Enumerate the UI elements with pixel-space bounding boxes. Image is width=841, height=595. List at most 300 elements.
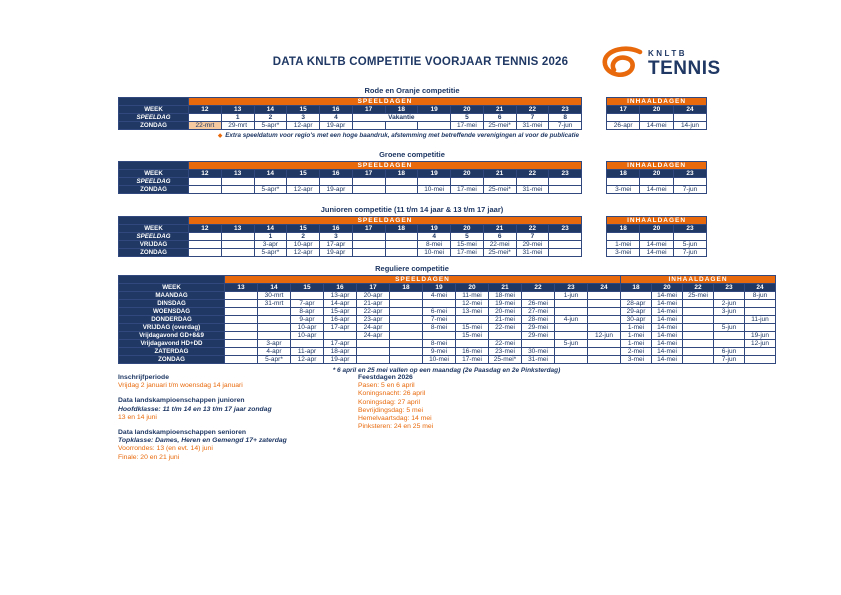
table-gap: [582, 162, 607, 170]
date-cell: 16-apr: [324, 316, 357, 324]
speeldag-number-cell: 4: [418, 233, 451, 241]
info-line: Finale: 20 en 21 juni: [118, 453, 180, 461]
info-line: Vrijdag 2 januari t/m woensdag 14 januari: [118, 382, 243, 390]
inhaal-date-cell: 14-mei: [640, 186, 673, 194]
date-cell: 13-mei: [456, 308, 489, 316]
date-cell: 12-apr: [287, 122, 320, 130]
inhaal-date-cell: [683, 316, 714, 324]
inhaal-date-cell: 14-mei: [652, 292, 683, 300]
week-number-cell: 15: [287, 106, 320, 114]
inhaaldagen-band: INHAALDAGEN: [607, 217, 707, 225]
date-cell: 3-apr: [258, 340, 291, 348]
inhaal-date-cell: 5-jun: [714, 324, 745, 332]
date-cell: [390, 292, 423, 300]
inhaal-date-cell: 29-apr: [621, 308, 652, 316]
inhaal-week-number-cell: 23: [714, 284, 745, 292]
inhaal-date-cell: [714, 340, 745, 348]
date-cell: [225, 332, 258, 340]
date-cell: [549, 241, 582, 249]
inhaal-week-number-cell: 23: [673, 225, 706, 233]
table-note: [218, 132, 707, 139]
inhaal-week-number-cell: 17: [607, 106, 640, 114]
date-cell: [258, 308, 291, 316]
row-label: SPEELDAG: [119, 233, 189, 241]
inhaal-date-cell: 12-jun: [745, 340, 776, 348]
date-cell: 24-apr: [357, 324, 390, 332]
inhaal-date-cell: 14-mei: [652, 332, 683, 340]
date-cell: [225, 292, 258, 300]
week-number-cell: 22: [516, 170, 549, 178]
info-line: Bevrijdingsdag: 5 mei: [358, 406, 423, 414]
week-number-cell: 22: [516, 106, 549, 114]
date-cell: [189, 186, 222, 194]
date-cell: 11-apr: [291, 348, 324, 356]
inhaal-date-cell: 7-jun: [673, 249, 706, 257]
date-cell: 5-apr*: [254, 249, 287, 257]
week-number-cell: 17: [352, 106, 385, 114]
date-cell: 15-mei: [451, 241, 484, 249]
inhaal-date-cell: 14-jun: [673, 122, 706, 130]
row-label: Vrijdagavond HD+DD: [119, 340, 225, 348]
schedule-table: [118, 97, 707, 130]
date-cell: 5-apr*: [258, 356, 291, 364]
inhaal-date-cell: [673, 178, 706, 186]
info-group: [358, 374, 433, 431]
week-row-label: WEEK: [119, 284, 225, 292]
date-cell: [423, 300, 456, 308]
table-gap: [582, 114, 607, 122]
week-number-cell: 15: [287, 170, 320, 178]
date-cell: 19-mei: [489, 300, 522, 308]
date-cell: 21-apr: [357, 300, 390, 308]
date-cell: 8-mei: [423, 324, 456, 332]
date-cell: [555, 356, 588, 364]
date-cell: [390, 308, 423, 316]
speeldag-number-cell: [451, 178, 484, 186]
speeldag-number-cell: [189, 114, 222, 122]
date-cell: [221, 186, 254, 194]
date-cell: [352, 249, 385, 257]
speeldag-number-cell: [287, 178, 320, 186]
date-cell: 8-mei: [418, 241, 451, 249]
date-cell: 12-apr: [287, 249, 320, 257]
inhaal-date-cell: 30-apr: [621, 316, 652, 324]
date-cell: 31-mei: [516, 186, 549, 194]
date-cell: [555, 324, 588, 332]
date-cell: 17-apr: [320, 241, 353, 249]
date-cell: 16-mei: [456, 348, 489, 356]
speeldag-number-cell: 6: [483, 233, 516, 241]
date-cell: 17-apr: [324, 324, 357, 332]
date-cell: [324, 332, 357, 340]
date-cell: 5-apr*: [254, 186, 287, 194]
date-cell: [385, 249, 418, 257]
week-number-cell: 16: [320, 170, 353, 178]
date-cell: 18-apr: [324, 348, 357, 356]
speeldag-number-cell: 8: [549, 114, 582, 122]
date-cell: 30-mrt: [258, 292, 291, 300]
date-cell: [588, 340, 621, 348]
row-label: VRIJDAG (overdag): [119, 324, 225, 332]
week-number-cell: 12: [189, 170, 222, 178]
date-cell: [555, 348, 588, 356]
row-label: ZONDAG: [119, 122, 189, 130]
date-cell: [390, 324, 423, 332]
row-label: SPEELDAG: [119, 114, 189, 122]
inhaal-date-cell: [745, 308, 776, 316]
week-number-cell: 15: [291, 284, 324, 292]
inhaal-date-cell: 7-jun: [714, 356, 745, 364]
inhaal-date-cell: [745, 300, 776, 308]
week-number-cell: 23: [549, 170, 582, 178]
inhaal-date-cell: [714, 332, 745, 340]
inhaal-date-cell: 7-jun: [673, 186, 706, 194]
week-number-cell: 23: [549, 225, 582, 233]
week-number-cell: 16: [320, 225, 353, 233]
speeldag-number-cell: [221, 233, 254, 241]
date-cell: 4-apr: [258, 348, 291, 356]
date-cell: [225, 308, 258, 316]
row-label: ZONDAG: [119, 356, 225, 364]
week-number-cell: 13: [221, 106, 254, 114]
inhaal-date-cell: [673, 114, 706, 122]
inhaal-date-cell: 11-jun: [745, 316, 776, 324]
date-cell: [522, 292, 555, 300]
inhaal-date-cell: [607, 233, 640, 241]
date-cell: 31-mei: [522, 356, 555, 364]
table-gap: [582, 170, 607, 178]
inhaal-week-number-cell: 24: [745, 284, 776, 292]
inhaal-date-cell: 14-mei: [652, 308, 683, 316]
date-cell: [291, 340, 324, 348]
date-cell: 29-mei: [522, 332, 555, 340]
speeldag-number-cell: 1: [221, 114, 254, 122]
date-cell: 5-apr*: [254, 122, 287, 130]
date-cell: 12-apr: [287, 186, 320, 194]
info-line: Koningsdag: 27 april: [358, 398, 420, 406]
week-number-cell: 17: [352, 225, 385, 233]
info-group: [118, 397, 287, 422]
table-groene-competitie: [118, 150, 707, 194]
date-cell: 1-jun: [555, 292, 588, 300]
inhaal-date-cell: [714, 292, 745, 300]
date-cell: 19-apr: [324, 356, 357, 364]
speeldagen-band: SPEELDAGEN: [189, 217, 582, 225]
date-cell: [258, 324, 291, 332]
inhaal-date-cell: 5-jun: [673, 241, 706, 249]
inhaal-date-cell: [640, 233, 673, 241]
date-cell: 18-mei: [489, 292, 522, 300]
info-line: Hemelvaartsdag: 14 mei: [358, 415, 432, 423]
inhaal-week-number-cell: 18: [607, 225, 640, 233]
inhaal-date-cell: [607, 114, 640, 122]
date-cell: [588, 300, 621, 308]
date-cell: 17-mei: [451, 186, 484, 194]
date-cell: 7-jun: [549, 122, 582, 130]
info-line: Koningsnacht: 26 april: [358, 390, 426, 398]
date-cell: [390, 348, 423, 356]
table-title: Groene competitie: [379, 150, 445, 159]
date-cell: [225, 316, 258, 324]
week-number-cell: 20: [451, 225, 484, 233]
speeldag-number-cell: 7: [516, 233, 549, 241]
date-cell: 25-mei*: [483, 186, 516, 194]
date-cell: [189, 241, 222, 249]
inhaal-week-number-cell: 20: [640, 106, 673, 114]
speeldag-number-cell: 5: [451, 233, 484, 241]
week-number-cell: 20: [451, 170, 484, 178]
date-cell: 8-mei: [423, 340, 456, 348]
date-cell: 22-mei: [489, 340, 522, 348]
speeldag-number-cell: 1: [254, 233, 287, 241]
inhaal-week-number-cell: 24: [673, 106, 706, 114]
date-cell: [588, 292, 621, 300]
inhaaldagen-band: INHAALDAGEN: [621, 276, 776, 284]
date-cell: [357, 348, 390, 356]
inhaal-date-cell: [714, 316, 745, 324]
inhaal-date-cell: [621, 292, 652, 300]
inhaal-date-cell: 6-jun: [714, 348, 745, 356]
date-cell: 6-mei: [423, 308, 456, 316]
date-cell: 12-apr: [291, 356, 324, 364]
schedule-table: [118, 216, 707, 257]
week-number-cell: 24: [588, 284, 621, 292]
info-group: [118, 429, 287, 462]
date-cell: [352, 122, 385, 130]
date-cell: 23-mei: [489, 348, 522, 356]
date-cell: [588, 356, 621, 364]
week-number-cell: 18: [385, 170, 418, 178]
week-row-label: WEEK: [119, 106, 189, 114]
date-cell: 20-apr: [357, 292, 390, 300]
table-gap: [582, 98, 607, 106]
date-cell: 31-mei: [516, 122, 549, 130]
knltb-swoosh-icon: [596, 44, 646, 84]
inhaal-date-cell: [683, 356, 714, 364]
date-cell: 17-mei: [451, 122, 484, 130]
date-cell: [555, 308, 588, 316]
table-gap: [582, 217, 607, 225]
date-cell: 27-mei: [522, 308, 555, 316]
inhaal-date-cell: 3-jun: [714, 308, 745, 316]
date-cell: 29-mei: [516, 241, 549, 249]
date-cell: 19-apr: [320, 122, 353, 130]
speeldag-number-cell: [549, 233, 582, 241]
week-number-cell: 14: [254, 170, 287, 178]
table-gap: [582, 122, 607, 130]
week-number-cell: 18: [385, 106, 418, 114]
date-cell: 22-apr: [357, 308, 390, 316]
inhaal-date-cell: 14-mei: [652, 356, 683, 364]
info-line: Topklasse: Dames, Heren en Gemengd 17+ zaterdag: [118, 437, 287, 445]
row-label: DONDERDAG: [119, 316, 225, 324]
logo-product-text: TENNIS: [648, 58, 721, 79]
inhaal-date-cell: [683, 308, 714, 316]
row-label: MAANDAG: [119, 292, 225, 300]
date-cell: [221, 249, 254, 257]
inhaal-date-cell: 3-mei: [621, 356, 652, 364]
week-number-cell: 14: [254, 106, 287, 114]
inhaal-date-cell: 28-apr: [621, 300, 652, 308]
inhaal-date-cell: 14-mei: [640, 122, 673, 130]
info-left-column: [118, 374, 287, 469]
date-cell: 13-apr: [324, 292, 357, 300]
week-number-cell: 20: [456, 284, 489, 292]
date-cell: [489, 332, 522, 340]
date-cell: [456, 340, 489, 348]
week-number-cell: 20: [451, 106, 484, 114]
date-cell: 23-apr: [357, 316, 390, 324]
inhaal-date-cell: [683, 300, 714, 308]
speeldag-number-cell: [352, 233, 385, 241]
date-cell: 10-mei: [418, 249, 451, 257]
inhaaldagen-band: INHAALDAGEN: [607, 98, 707, 106]
date-cell: 9-apr: [291, 316, 324, 324]
date-cell: 31-mrt: [258, 300, 291, 308]
date-cell: 17-apr: [324, 340, 357, 348]
info-line: Pasen: 5 en 6 april: [358, 382, 415, 390]
table-gap: [582, 186, 607, 194]
date-cell: [418, 122, 451, 130]
speeldag-number-cell: 3: [287, 114, 320, 122]
info-line: Voorrondes: 13 (en evt. 14) juni: [118, 445, 213, 453]
week-number-cell: 21: [483, 225, 516, 233]
inhaal-date-cell: [640, 178, 673, 186]
inhaal-date-cell: 26-apr: [607, 122, 640, 130]
info-heading: Data landskampioenschappen senioren: [118, 429, 247, 437]
week-number-cell: 17: [357, 284, 390, 292]
date-cell: [385, 122, 418, 130]
date-cell: [357, 356, 390, 364]
speeldag-number-cell: [516, 178, 549, 186]
inhaal-week-number-cell: 20: [652, 284, 683, 292]
band-corner-cell: [119, 217, 189, 225]
date-cell: [390, 316, 423, 324]
week-number-cell: 23: [555, 284, 588, 292]
inhaal-date-cell: [640, 114, 673, 122]
inhaal-week-number-cell: 18: [621, 284, 652, 292]
date-cell: [225, 340, 258, 348]
date-cell: [390, 356, 423, 364]
inhaal-date-cell: [683, 324, 714, 332]
date-cell: [225, 356, 258, 364]
date-cell: [549, 186, 582, 194]
inhaal-date-cell: [673, 233, 706, 241]
schedule-table: [118, 275, 776, 364]
date-cell: 10-mei: [418, 186, 451, 194]
date-cell: 31-mei: [516, 249, 549, 257]
week-number-cell: 19: [418, 225, 451, 233]
inhaal-date-cell: 14-mei: [652, 316, 683, 324]
note-diamond-icon: ◆: [218, 133, 223, 139]
inhaal-week-number-cell: 20: [640, 170, 673, 178]
info-heading: Feestdagen 2026: [358, 374, 413, 381]
date-cell: 12-mei: [456, 300, 489, 308]
row-label: VRIJDAG: [119, 241, 189, 249]
inhaal-date-cell: [683, 348, 714, 356]
date-cell: 25-mei*: [483, 122, 516, 130]
date-cell: 20-mei: [489, 308, 522, 316]
page-title: DATA KNLTB COMPETITIE VOORJAAR TENNIS 2026: [272, 56, 569, 68]
week-number-cell: 21: [483, 106, 516, 114]
date-cell: 25-mei*: [483, 249, 516, 257]
logo-brand-text: KNLTB: [648, 49, 688, 58]
date-cell: [522, 340, 555, 348]
row-label: ZATERDAG: [119, 348, 225, 356]
date-cell: 15-mei: [456, 324, 489, 332]
schedule-table: [118, 161, 707, 194]
date-cell: [423, 332, 456, 340]
speeldag-number-cell: 2: [287, 233, 320, 241]
logo-wordmark: [648, 50, 721, 78]
date-cell: 19-apr: [320, 249, 353, 257]
date-cell: 10-apr: [291, 332, 324, 340]
table-title: Reguliere competitie: [375, 264, 449, 273]
inhaal-date-cell: [683, 340, 714, 348]
band-corner-cell: [119, 276, 225, 284]
table-gap: [582, 225, 607, 233]
date-cell: 15-mei: [456, 332, 489, 340]
speeldag-number-cell: 2: [254, 114, 287, 122]
date-cell: [555, 300, 588, 308]
date-cell: 19-apr: [320, 186, 353, 194]
inhaal-week-number-cell: 20: [640, 225, 673, 233]
date-cell: 10-apr: [291, 324, 324, 332]
week-number-cell: 19: [423, 284, 456, 292]
info-line: Hoofdklasse: 11 t/m 14 en 13 t/m 17 jaar zondag: [118, 405, 272, 413]
row-label: SPEELDAG: [119, 178, 189, 186]
band-corner-cell: [119, 98, 189, 106]
date-cell: [385, 186, 418, 194]
date-cell: [189, 249, 222, 257]
date-cell: 11-mei: [456, 292, 489, 300]
inhaal-date-cell: [745, 356, 776, 364]
date-cell: 7-apr: [291, 300, 324, 308]
info-heading: Inschrijfperiode: [118, 374, 169, 381]
speeldag-number-cell: [549, 178, 582, 186]
week-number-cell: 12: [189, 225, 222, 233]
inhaal-week-number-cell: 22: [683, 284, 714, 292]
date-cell: [588, 324, 621, 332]
date-cell: 14-apr: [324, 300, 357, 308]
week-number-cell: 18: [385, 225, 418, 233]
note-text: Extra speeldatum voor regio's met een hoge baandruk, afstemming met betreffende verenigingen al voor de publicatie: [225, 132, 579, 139]
date-cell: [390, 340, 423, 348]
info-heading: Data landskampioenschappen junioren: [118, 397, 245, 405]
row-label: ZONDAG: [119, 186, 189, 194]
inhaal-date-cell: [683, 332, 714, 340]
info-group: [118, 374, 287, 390]
date-cell: [456, 316, 489, 324]
date-cell: [390, 300, 423, 308]
date-cell: [225, 300, 258, 308]
vakantie-cell: Vakantie: [352, 114, 450, 122]
week-number-cell: 14: [254, 225, 287, 233]
date-cell: 29-mrt: [221, 122, 254, 130]
inhaal-date-cell: 14-mei: [640, 249, 673, 257]
date-cell: 28-mei: [522, 316, 555, 324]
table-reguliere-competitie: [118, 264, 776, 374]
week-row-label: WEEK: [119, 225, 189, 233]
week-number-cell: 13: [221, 225, 254, 233]
week-number-cell: 17: [352, 170, 385, 178]
inhaal-date-cell: 1-mei: [621, 340, 652, 348]
date-cell: 9-mei: [423, 348, 456, 356]
info-line: Pinksteren: 24 en 25 mei: [358, 423, 434, 431]
date-cell: 5-jun: [555, 340, 588, 348]
inhaal-week-number-cell: 18: [607, 170, 640, 178]
inhaal-date-cell: 1-mei: [621, 324, 652, 332]
